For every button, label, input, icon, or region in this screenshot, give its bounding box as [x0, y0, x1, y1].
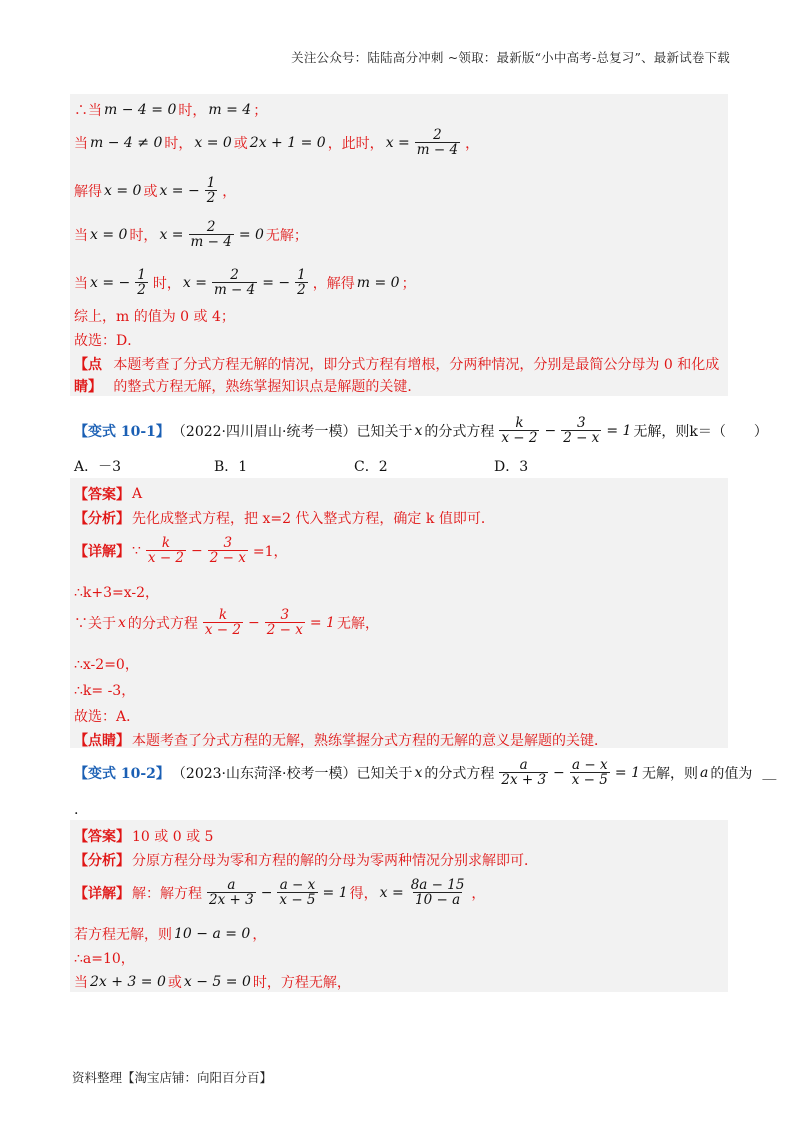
analysis [74, 508, 495, 528]
fraction [205, 176, 218, 205]
line-3 [74, 176, 236, 205]
numerator: 3 [576, 415, 586, 431]
text: 若方程无解，则 [74, 927, 172, 943]
detail-line-2: ∴k+3=x-2， [74, 585, 160, 601]
math: x [414, 422, 423, 439]
page-header: 关注公众号：陆陆高分冲刺 ~领取：最新版“小中高考-总复习”、最新试卷下载 [291, 50, 730, 65]
analysis-tag: 【分析】 [74, 853, 130, 869]
text: ， [471, 885, 486, 902]
fraction [189, 220, 234, 249]
remark-tag: 【点睛】 [74, 733, 130, 749]
text: 的分式方程 [424, 423, 495, 440]
answer-text: A [132, 486, 143, 502]
remark [74, 730, 608, 750]
question-10-1 [74, 416, 768, 445]
solution-block-1 [70, 94, 728, 396]
denominator: x − 5 [279, 892, 316, 909]
remark-text: 本题考查了分式方程无解的情况，即分式方程有增根，分两种情况，分别是最简公分母为 0 和化成的整式方程无解，熟练掌握知识点是解题的关键． [113, 357, 720, 395]
denominator: 2 [206, 190, 216, 207]
numerator: a [519, 757, 528, 773]
text: ∴当 [74, 103, 102, 119]
math: x [118, 614, 126, 631]
denominator: x − 2 [204, 622, 242, 639]
denominator: 10 − a [415, 892, 461, 909]
text: （2022·四川眉山·统考一模）已知关于 [171, 423, 413, 440]
math: = 1 [309, 614, 335, 631]
text: 得， [349, 885, 378, 902]
denominator: 2 − x [209, 550, 246, 567]
fraction [561, 416, 601, 445]
text: 解得 [74, 183, 102, 200]
detail-tag: 【详解】 [74, 885, 130, 902]
denominator: m − 4 [190, 234, 232, 251]
denominator: m − 4 [213, 282, 256, 299]
line-1 [74, 100, 267, 120]
numerator: k [515, 415, 524, 431]
page-footer: 资料整理【淘宝店铺：向阳百分百】 [72, 1070, 273, 1085]
fraction [203, 608, 243, 637]
math: m − 4 ≠ 0 [90, 134, 163, 151]
text: 无解； [265, 227, 308, 244]
denominator: 2 − x [563, 430, 600, 447]
text: 时， [178, 103, 207, 119]
denominator: x − 5 [571, 772, 608, 789]
remark-tag: 【点睛】 [74, 357, 102, 395]
text: ， [465, 135, 480, 152]
text: ， [252, 927, 267, 943]
answer [74, 484, 142, 504]
denominator: x − 2 [147, 550, 185, 567]
detail-line-1 [74, 536, 288, 565]
fraction [208, 536, 248, 565]
numerator: 2 [206, 219, 216, 235]
solution-block-3 [70, 820, 728, 992]
detail-line-3 [74, 608, 379, 637]
math: 2x + 3 = 0 [90, 974, 166, 990]
text: 时， [164, 135, 193, 152]
text: =1， [252, 543, 288, 560]
math: 2x + 1 = 0 [249, 134, 326, 151]
math: x = 0 [194, 134, 232, 151]
text: 时， [152, 275, 181, 292]
option-d: D．3 [494, 459, 529, 475]
fraction [212, 268, 257, 297]
text: 当 [74, 975, 88, 991]
math: = 1 [322, 884, 348, 901]
fraction [295, 268, 308, 297]
denominator: 2 − x [266, 622, 303, 639]
math: x = [379, 884, 404, 901]
math: = 0 [238, 226, 264, 243]
fraction [570, 758, 610, 787]
line-4 [74, 220, 308, 249]
denominator: 2 [297, 282, 306, 299]
denominator: 2x + 3 [209, 892, 254, 909]
math: x = [159, 226, 184, 243]
text: 无解，则 [641, 765, 698, 782]
question-10-2 [74, 758, 776, 787]
option-c: C．2 [354, 459, 388, 475]
math: x = − [90, 274, 131, 291]
text: 当 [74, 275, 88, 292]
text: 时，方程无解， [252, 975, 351, 991]
math: 10 − a = 0 [174, 926, 251, 942]
detail-line-5: ∴k= -3， [74, 683, 136, 699]
answer-tag: 【答案】 [74, 487, 130, 503]
question-period: . [74, 802, 79, 818]
text: − [260, 884, 273, 901]
numerator: k [161, 535, 171, 551]
text: 当 [74, 135, 88, 152]
math: m − 4 = 0 [104, 102, 177, 118]
numerator: 2 [433, 127, 442, 143]
line-2 [74, 128, 479, 157]
numerator: 1 [137, 267, 146, 283]
detail-line-1 [74, 878, 485, 907]
text: − [191, 542, 203, 559]
detail-line-6: 故选：A． [74, 709, 141, 725]
fraction [499, 758, 548, 787]
text: 无解，则k＝（ ） [633, 423, 768, 440]
fraction [207, 878, 256, 907]
text: 的值为 [710, 765, 753, 782]
analysis-tag: 【分析】 [74, 511, 130, 527]
fraction [277, 878, 317, 907]
denominator: 2 [137, 282, 146, 299]
text: ，此时， [327, 135, 384, 152]
text: ∵ [132, 542, 141, 559]
fraction [265, 608, 305, 637]
numerator: 2 [230, 267, 239, 283]
fraction [415, 128, 460, 157]
detail-line-4 [74, 972, 351, 992]
math: x = 0 [104, 182, 142, 199]
math: x = − [159, 182, 200, 199]
numerator: 8a − 15 [410, 877, 465, 893]
text: ，解得 [312, 275, 355, 292]
math: m = 0 [356, 274, 400, 291]
numerator: k [218, 607, 228, 623]
text: ； [253, 103, 268, 119]
option-a: A．－3 [74, 459, 122, 475]
analysis-text: 先化成整式方程，把 x=2 代入整式方程，确定 k 值即可． [132, 511, 495, 527]
numerator: 1 [206, 175, 216, 191]
text: （2023·山东菏泽·校考一模）已知关于 [171, 765, 413, 782]
text: 或 [167, 975, 182, 991]
text: ； [401, 275, 416, 292]
numerator: a − x [279, 877, 316, 893]
text: − [553, 764, 565, 781]
detail-line-2 [74, 924, 266, 944]
detail-tag: 【详解】 [74, 543, 130, 560]
math: = 1 [606, 422, 632, 439]
denominator: 2x + 3 [501, 772, 547, 789]
solution-block-2 [70, 478, 728, 748]
detail-line-3: ∴a=10， [74, 951, 135, 967]
denominator: m − 4 [416, 142, 459, 159]
answer [74, 826, 213, 846]
text: 当 [74, 227, 88, 244]
fraction [409, 878, 467, 907]
text: 时， [129, 227, 158, 244]
line-6: 综上，m 的值为 0 或 4； [74, 309, 235, 325]
text: ， [222, 183, 237, 200]
fraction [135, 268, 148, 297]
text: − [248, 614, 260, 631]
answer-tag: 【答案】 [74, 829, 130, 845]
numerator: 3 [223, 535, 233, 551]
remark-text: 本题考查了分式方程的无解，熟练掌握分式方程的无解的意义是解题的关键． [132, 733, 608, 749]
fraction [499, 416, 539, 445]
question-tag: 【变式 10-2】 [74, 765, 170, 782]
text: − [544, 422, 557, 439]
option-b: B．1 [214, 459, 248, 475]
math: a [699, 764, 709, 781]
math: x − 5 = 0 [183, 974, 251, 990]
math: m = 4 [208, 102, 252, 118]
remark [74, 354, 724, 398]
line-7: 故选：D． [74, 333, 142, 349]
numerator: a − x [572, 757, 608, 773]
math: x = [385, 134, 410, 151]
math: = − [262, 274, 291, 291]
math: x = [182, 274, 207, 291]
answer-blank: ＿ [762, 765, 777, 782]
answer-text: 10 或 0 或 5 [132, 829, 214, 845]
text: 或 [233, 135, 248, 152]
numerator: 1 [297, 267, 306, 283]
text: 解：解方程 [132, 885, 202, 902]
analysis-text: 分原方程分母为零和方程的解的分母为零两种情况分别求解即可． [132, 853, 538, 869]
math: x [414, 764, 423, 781]
analysis [74, 850, 538, 870]
line-5 [74, 268, 416, 297]
text: 的分式方程 [424, 765, 495, 782]
math: x = 0 [90, 226, 128, 243]
text: 或 [143, 183, 158, 200]
fraction [146, 536, 186, 565]
text: ∵关于 [74, 615, 116, 632]
numerator: a [227, 877, 236, 893]
numerator: 3 [280, 607, 290, 623]
text: 无解， [336, 615, 379, 632]
denominator: x − 2 [501, 430, 538, 447]
math: = 1 [614, 764, 640, 781]
question-tag: 【变式 10-1】 [74, 423, 170, 440]
text: 的分式方程 [127, 615, 198, 632]
detail-line-4: ∴x-2=0， [74, 657, 139, 673]
